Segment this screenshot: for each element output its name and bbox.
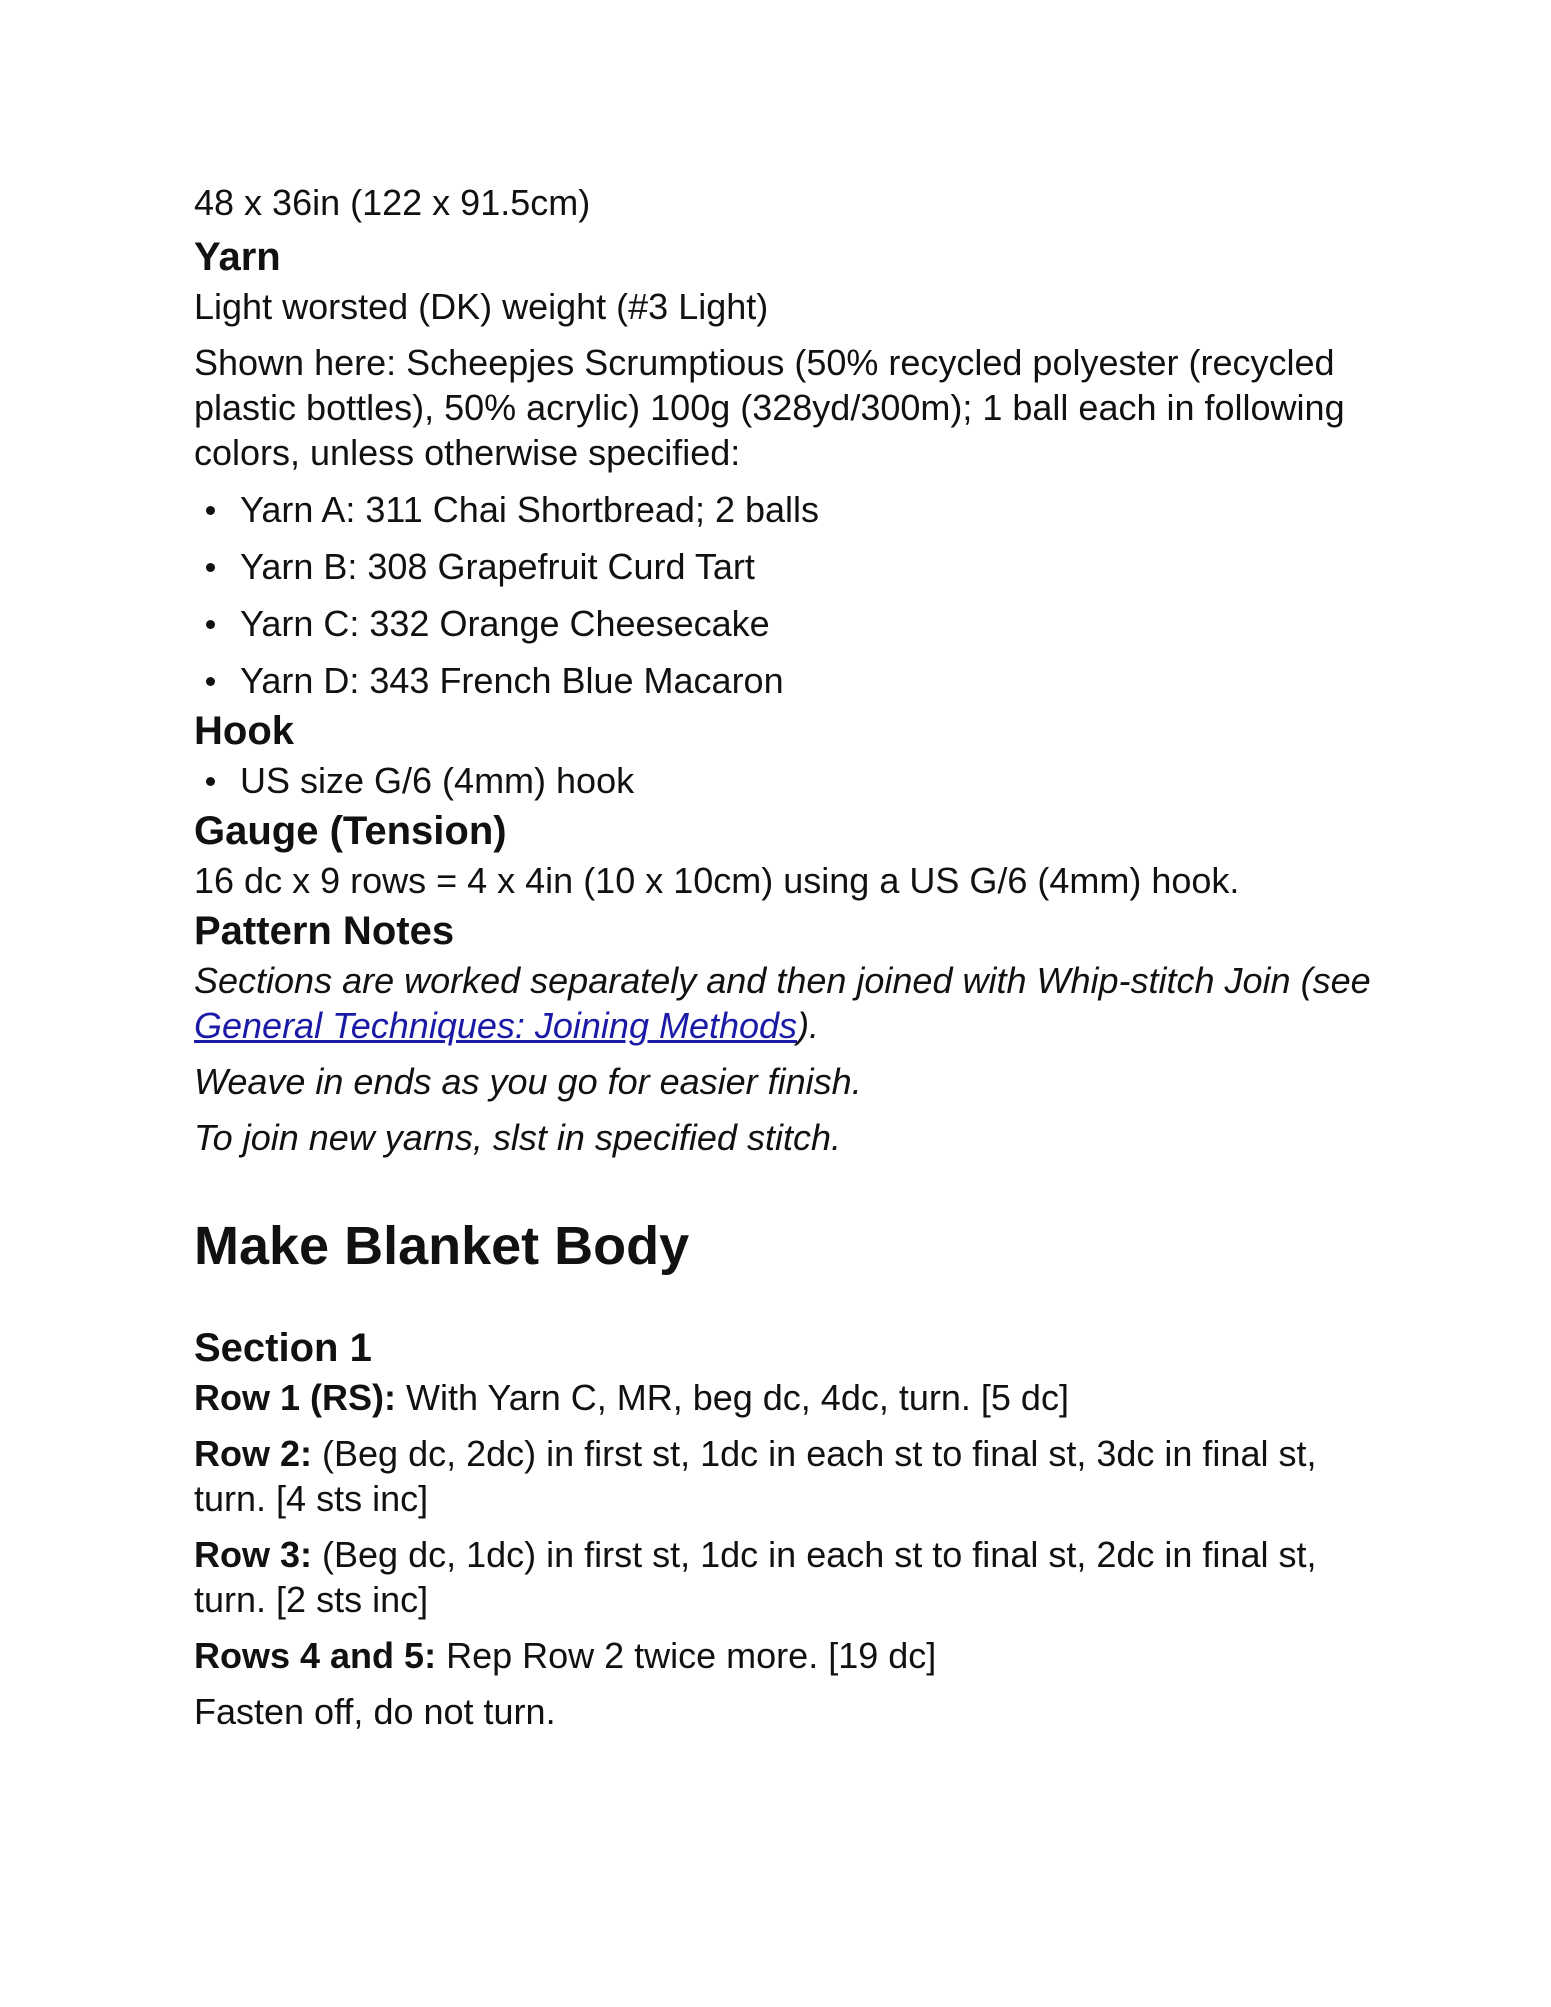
pattern-note-joining: Sections are worked separately and then joined with Whip-stitch Join (see General Techniques: Joining Methods).: [194, 960, 1371, 1046]
joining-methods-link[interactable]: General Techniques: Joining Methods: [194, 1005, 798, 1046]
yarn-shown-here: Shown here: Scheepjes Scrumptious (50% recycled polyester (recycled plastic bottles), 50% acrylic) 100g (328yd/300m); 1 ball each in following colors, unless otherwise specified:: [194, 342, 1345, 473]
hook-list: [194, 758, 1374, 803]
bullet-icon: [206, 506, 215, 515]
list-item: Yarn C: 332 Orange Cheesecake: [194, 601, 1374, 646]
yarn-weight: Light worsted (DK) weight (#3 Light): [194, 286, 769, 327]
yarn-list: [194, 487, 1374, 703]
hook-heading: Hook: [194, 709, 294, 753]
document-page: [194, 180, 1374, 1734]
gauge-heading: Gauge (Tension): [194, 809, 507, 853]
bullet-icon: [206, 777, 215, 786]
bullet-icon: [206, 563, 215, 572]
bullet-icon: [206, 677, 215, 686]
row-instruction: Row 1 (RS): With Yarn C, MR, beg dc, 4dc, turn. [5 dc]: [194, 1377, 1069, 1418]
size-line: 48 x 36in (122 x 91.5cm): [194, 182, 591, 223]
list-item: Yarn D: 343 French Blue Macaron: [194, 658, 1374, 703]
list-item: Yarn A: 311 Chai Shortbread; 2 balls: [194, 487, 1374, 532]
pattern-note-weave: Weave in ends as you go for easier finish.: [194, 1061, 862, 1102]
section-1-heading: Section 1: [194, 1326, 372, 1370]
pattern-note-join-yarns: To join new yarns, slst in specified stitch.: [194, 1117, 841, 1158]
yarn-heading: Yarn: [194, 235, 281, 279]
list-item: US size G/6 (4mm) hook: [194, 758, 1374, 803]
pattern-notes-heading: Pattern Notes: [194, 909, 455, 953]
row-instruction: Row 2: (Beg dc, 2dc) in first st, 1dc in each st to final st, 3dc in final st, turn. [4 sts inc]: [194, 1433, 1317, 1519]
row-instruction: Rows 4 and 5: Rep Row 2 twice more. [19 dc]: [194, 1635, 937, 1676]
bullet-icon: [206, 620, 215, 629]
closing-instruction: Fasten off, do not turn.: [194, 1691, 556, 1732]
gauge-text: 16 dc x 9 rows = 4 x 4in (10 x 10cm) using a US G/6 (4mm) hook.: [194, 860, 1240, 901]
blanket-body-heading: Make Blanket Body: [194, 1216, 690, 1276]
row-instruction: Row 3: (Beg dc, 1dc) in first st, 1dc in each st to final st, 2dc in final st, turn. [2 sts inc]: [194, 1534, 1317, 1620]
list-item: Yarn B: 308 Grapefruit Curd Tart: [194, 544, 1374, 589]
